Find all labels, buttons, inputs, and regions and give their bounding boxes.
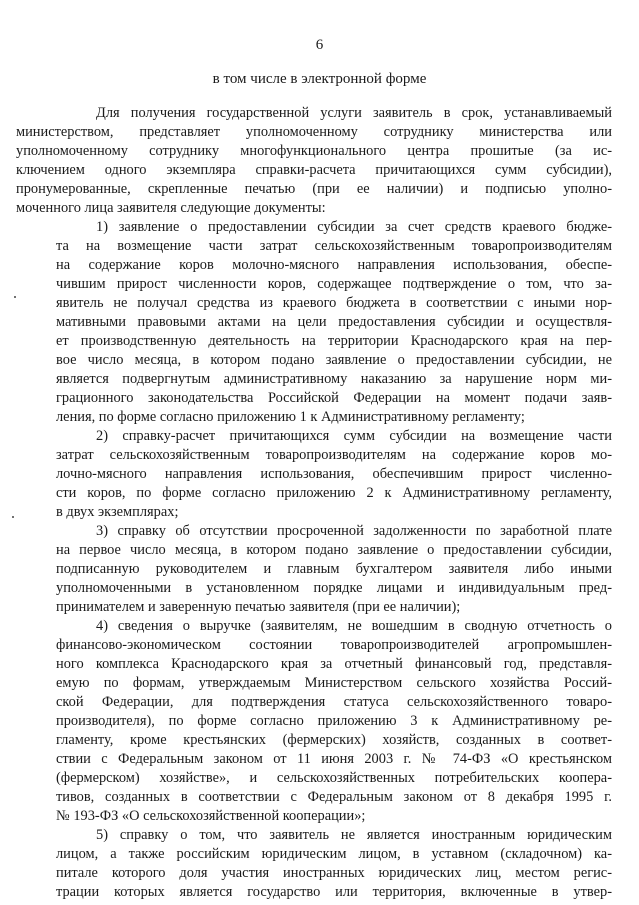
text-line: грационного законодательства Российской Федерации на момент подачи заяв- <box>56 390 612 406</box>
paragraph <box>56 826 612 902</box>
text-line: в двух экземплярах; <box>56 504 179 520</box>
text-line: 3) справку об отсутствии просроченной задолженности по заработной плате <box>96 523 612 539</box>
text-line: чившим прирост численности коров, содержащее подтверждение о том, что за- <box>56 276 612 292</box>
paragraph <box>56 522 612 617</box>
document-body <box>16 104 612 902</box>
page-number: 6 <box>315 37 324 53</box>
text-line: гламенту, кроме крестьянских (фермерских) хозяйств, созданных в соответ- <box>56 732 612 748</box>
text-line: уполномоченному сотруднику многофункционального центра прошитые (за ис- <box>16 143 612 159</box>
text-line: трации которых является государство или территория, включенные в утвер- <box>56 884 612 900</box>
text-line: емую по формам, утверждаемым Министерством сельского хозяйства Россий- <box>56 675 612 691</box>
text-line: производителя), по форме согласно приложению 3 к Административному ре- <box>56 713 612 729</box>
text-line: министерством, представляет уполномоченному сотруднику министерства или <box>16 124 612 140</box>
text-line: ключением одного экземпляра справки-расчета причитающихся сумм субсидии), <box>16 162 612 178</box>
text-line: является подвергнутым административному наказанию за нарушение норм ми- <box>56 371 612 387</box>
text-line: лицом, а также российским юридическим лицом, в уставном (складочном) ка- <box>56 846 612 862</box>
text-line: ской Федерации, для подтверждения статуса сельскохозяйственного товаро- <box>56 694 612 710</box>
text-line: Для получения государственной услуги заявитель в срок, устанавливаемый <box>96 105 612 121</box>
paragraph <box>56 427 612 522</box>
paragraph <box>56 218 612 427</box>
text-line: на первое число месяца, в котором подано заявление о предоставлении субсидии, <box>56 542 612 558</box>
text-line: (фермерском) хозяйстве», и сельскохозяйственных потребительских коопера- <box>56 770 612 786</box>
text-line: ствии с Федеральным законом от 11 июня 2003 г. № 74-ФЗ «О крестьянском <box>56 751 612 767</box>
section-subtitle: в том числе в электронной форме <box>212 71 427 87</box>
text-line: № 193-ФЗ «О сельскохозяйственной кооперации»; <box>56 808 366 824</box>
text-line: тивов, созданных в соответствии с Федеральным законом от 8 декабря 1995 г. <box>56 789 612 805</box>
text-line: та на возмещение части затрат сельскохозяйственным товаропроизводителям <box>56 238 612 254</box>
text-line: лочно-мясного направления использования, обеспечившим прирост численно- <box>56 466 612 482</box>
text-line: подписанную руководителем и главным бухгалтером заявителя либо иными <box>56 561 612 577</box>
text-line: ет производственную деятельность на территории Краснодарского края на пер- <box>56 333 612 349</box>
text-line: 2) справку-расчет причитающихся сумм субсидии на возмещение части <box>96 428 612 444</box>
text-line: уполномоченными в установленном порядке лицами и индивидуальным пред- <box>56 580 612 596</box>
text-line: сти коров, по форме согласно приложению 2 к Административному регламенту, <box>56 485 612 501</box>
text-line: пронумерованные, скрепленные печатью (при ее наличии) и подписью уполно- <box>16 181 612 197</box>
text-line: питале которого доля участия иностранных юридических лиц, местом регис- <box>56 865 612 881</box>
text-line: затрат сельскохозяйственным товаропроизводителям на содержание коров мо- <box>56 447 612 463</box>
text-line: 4) сведения о выручке (заявителям, не вошедшим в сводную отчетность о <box>96 618 612 634</box>
text-line: явитель не получал средства из краевого бюджета в соответствии с иными нор- <box>56 295 612 311</box>
text-line: ления, по форме согласно приложению 1 к Административному регламенту; <box>56 409 525 425</box>
text-line: финансово-экономическом состоянии товаропроизводителей агропромышлен- <box>56 637 612 653</box>
text-line: 1) заявление о предоставлении субсидии за счет средств краевого бюдже- <box>96 219 612 235</box>
text-line: вое число месяца, в котором подано заявление о предоставлении субсидии, не <box>56 352 612 368</box>
paragraph <box>16 104 612 218</box>
text-line: 5) справку о том, что заявитель не является иностранным юридическим <box>96 827 612 843</box>
scan-speck <box>14 296 16 298</box>
scan-speck <box>12 516 14 518</box>
text-line: моченного лица заявителя следующие документы: <box>16 200 326 216</box>
paragraph <box>56 617 612 826</box>
text-line: принимателем и заверенную печатью заявителя (при ее наличии); <box>56 599 461 615</box>
text-line: ного комплекса Краснодарского края за отчетный финансовый год, представля- <box>56 656 612 672</box>
text-line: на содержание коров молочно-мясного направления использования, обеспе- <box>56 257 612 273</box>
text-line: мативными правовыми актами на цели предоставления субсидии и осуществля- <box>56 314 612 330</box>
